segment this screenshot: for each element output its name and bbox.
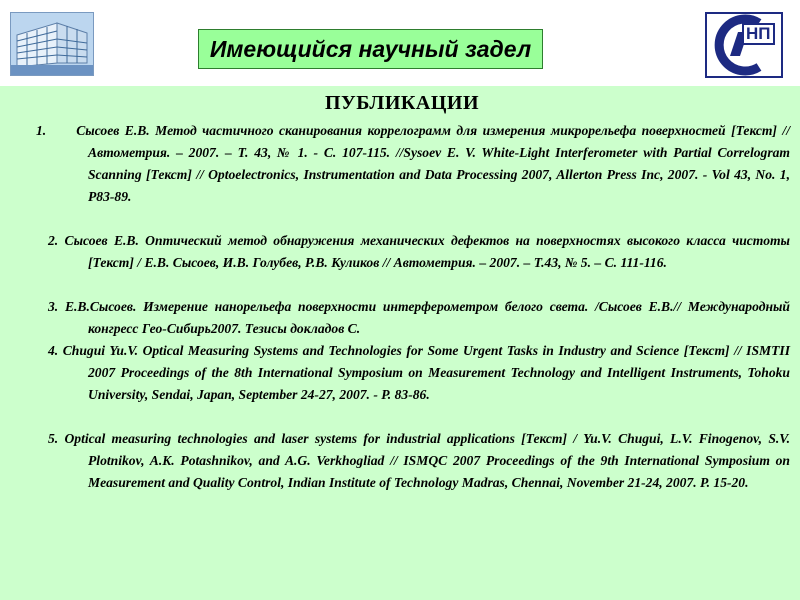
publication-text: Chugui Yu.V. Optical Measuring Systems and Technologies for Some Urgent Tasks in Industry and Science [Текст] // ISMTII 2007 Proceedings of the 8th International Symposium on Measurement Technology and Intelligent Instruments, Tohoku University, Sendai, Japan, September 24-27, 2007. - P. 83-86.	[62, 343, 790, 402]
publication-text: Е.В.Сысоев. Измерение нанорельефа поверхности интерферометром белого света. /Сысоев Е.В.// Международный конгресс Гео-Сибирь2007. Тезисы докладов С.	[64, 299, 790, 336]
publication-text: Сысоев Е.В. Оптический метод обнаружения механических дефектов на поверхностях высокого класса чистоты [Текст] / Е.В. Сысоев, И.В. Голубев, Р.В. Куликов // Автометрия. – 2007. – Т.43, № 5. – С. 111-116.	[64, 233, 790, 270]
publication-text: Optical measuring technologies and laser systems for industrial applications [Текст] / Yu.V. Chugui, L.V. Finogenov, S.V. Plotnikov, A.K. Potashnikov, and A.G. Verkhogliad // ISMQC 2007 Proceedings of the 9th International Symposium on Measurement and Quality Control, Indian Institute of Technology Madras, Chennai, November 21-24, 2007. P. 15-20.	[64, 431, 790, 490]
building-logo-icon	[10, 12, 94, 76]
np-logo-text: НП	[742, 23, 775, 45]
np-logo-icon	[705, 12, 783, 78]
publication-item	[14, 340, 790, 406]
publication-number: 5.	[48, 431, 59, 446]
publication-item	[14, 428, 790, 494]
page-title: Имеющийся научный задел	[209, 35, 532, 62]
publication-number: 4.	[48, 343, 59, 358]
publication-item	[14, 296, 790, 340]
publication-item	[14, 120, 790, 208]
publication-text: Сысоев Е.В. Метод частичного сканирования коррелограмм для измерения микрорельефа поверхностей [Текст] // Автометрия. – 2007. – Т. 43, № 1. - С. 107-115. //Sysoev E. V. White-Light Interferometer with Partial Correlogram Scanning [Текст] // Optoelectronics, Instrumentation and Data Processing 2007, Allerton Press Inc, 2007. - Vol 43, No. 1, P83-89.	[76, 123, 790, 204]
publications-panel	[0, 86, 800, 600]
publication-number: 1.	[36, 123, 47, 138]
publication-number: 2.	[48, 233, 59, 248]
section-heading: ПУБЛИКАЦИИ	[324, 92, 480, 114]
title-banner	[198, 29, 543, 69]
publication-item	[14, 230, 790, 274]
publication-number: 3.	[48, 299, 59, 314]
